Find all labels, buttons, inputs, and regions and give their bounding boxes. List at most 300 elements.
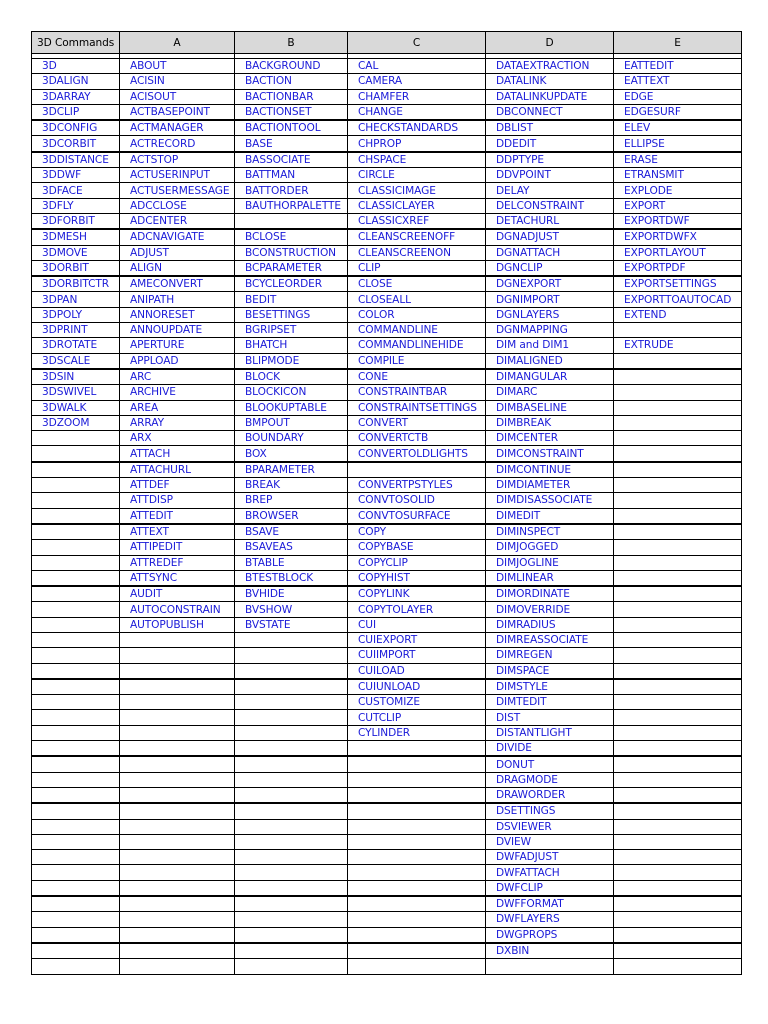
column-header-a: A [120,32,235,54]
column-header-3d-commands: 3D Commands [32,32,120,54]
cell-e [614,493,742,508]
cell-b: BVHIDE [235,586,348,602]
cell-e [614,865,742,880]
table-row [32,136,742,152]
table-body [32,54,742,975]
cell-d: DIMREASSOCIATE [486,632,614,647]
cell-c: CHAMFER [348,89,486,104]
cell-b [235,741,348,757]
cell-e [614,446,742,462]
cell-3d-commands [32,695,120,710]
cell-a: ANIPATH [120,292,235,307]
column-header-b: B [235,32,348,54]
cell-b: BTESTBLOCK [235,570,348,586]
cell-e [614,741,742,757]
cell-a [120,834,235,849]
cell-3d-commands [32,710,120,725]
cell-d [486,959,614,974]
cell-e [614,710,742,725]
cell-b [235,756,348,772]
cell-e: EDGE [614,89,742,104]
cell-3d-commands [32,431,120,446]
cell-b: BCYCLEORDER [235,276,348,292]
cell-d: DRAWORDER [486,787,614,803]
cell-3d-commands [32,943,120,959]
table-row [32,198,742,213]
cell-3d-commands [32,912,120,927]
cell-b: BTABLE [235,555,348,570]
table-row [32,695,742,710]
cell-a: APERTURE [120,338,235,353]
table-row [32,508,742,524]
cell-a: ALIGN [120,260,235,276]
cell-b [235,834,348,849]
cell-c: CHANGE [348,104,486,120]
cell-3d-commands [32,648,120,663]
cell-e [614,586,742,602]
cell-b: BACTIONSET [235,104,348,120]
cell-d: DIMRADIUS [486,617,614,632]
cell-e [614,323,742,338]
table-row [32,353,742,369]
cell-a [120,850,235,865]
cell-3d-commands: 3DSCALE [32,353,120,369]
column-header-c: C [348,32,486,54]
cell-d: DGNMAPPING [486,323,614,338]
cell-c: COMMANDLINEHIDE [348,338,486,353]
cell-c: CUIIMPORT [348,648,486,663]
cell-d: DWFLAYERS [486,912,614,927]
cell-c: CONSTRAINTBAR [348,385,486,400]
cell-d: DIMANGULAR [486,369,614,385]
table-row [32,323,742,338]
cell-e [614,617,742,632]
cell-b: BLIPMODE [235,353,348,369]
cell-c: CLASSICLAYER [348,198,486,213]
cell-b: BACTIONBAR [235,89,348,104]
cell-a: ACTUSERINPUT [120,168,235,183]
cell-c [348,865,486,880]
cell-e [614,602,742,617]
cell-c: CLEANSCREENOFF [348,229,486,245]
cell-c [348,943,486,959]
cell-d: DIMARC [486,385,614,400]
cell-d: DBCONNECT [486,104,614,120]
cell-3d-commands [32,741,120,757]
cell-e [614,555,742,570]
cell-d: DIM and DIM1 [486,338,614,353]
cell-3d-commands [32,756,120,772]
cell-d: DIMLINEAR [486,570,614,586]
cell-e: EXTEND [614,307,742,322]
cell-c [348,741,486,757]
cell-3d-commands [32,524,120,540]
cell-d: DDEDIT [486,136,614,152]
cell-3d-commands [32,927,120,943]
table-row [32,850,742,865]
cell-c [348,896,486,912]
cell-3d-commands [32,834,120,849]
cell-3d-commands [32,555,120,570]
cell-e [614,725,742,740]
cell-c [348,912,486,927]
cell-c: CYLINDER [348,725,486,740]
cell-d: DGNCLIP [486,260,614,276]
cell-d: DIMSTYLE [486,679,614,695]
cell-e [614,959,742,974]
cell-b: BASE [235,136,348,152]
cell-3d-commands [32,663,120,679]
table-row [32,632,742,647]
cell-c [348,756,486,772]
cell-b: BGRIPSET [235,323,348,338]
cell-b [235,943,348,959]
cell-d: DATAEXTRACTION [486,59,614,74]
cell-c [348,927,486,943]
cell-b [235,213,348,229]
table-row [32,307,742,322]
table-row [32,338,742,353]
cell-c: CUTCLIP [348,710,486,725]
cell-c: CLEANSCREENON [348,245,486,260]
cell-e: ELEV [614,120,742,136]
cell-d: DGNLAYERS [486,307,614,322]
cell-b: BVSHOW [235,602,348,617]
cell-b [235,725,348,740]
cell-e [614,369,742,385]
cell-3d-commands: 3DCONFIG [32,120,120,136]
cell-a [120,679,235,695]
table-row [32,555,742,570]
cell-3d-commands: 3DZOOM [32,415,120,430]
cell-a: ATTIPEDIT [120,540,235,555]
cell-a: ATTEXT [120,524,235,540]
cell-c: CONVTOSURFACE [348,508,486,524]
table-row [32,648,742,663]
cell-a: ACTMANAGER [120,120,235,136]
cell-b: BACKGROUND [235,59,348,74]
cell-b [235,850,348,865]
cell-b: BLOCKICON [235,385,348,400]
cell-a: ARC [120,369,235,385]
table-row [32,865,742,880]
table-row [32,602,742,617]
cell-e [614,540,742,555]
cell-a: AMECONVERT [120,276,235,292]
cell-a [120,663,235,679]
cell-a: AUTOCONSTRAIN [120,602,235,617]
cell-e [614,570,742,586]
cell-d: DIVIDE [486,741,614,757]
table-row [32,415,742,430]
table-row [32,74,742,89]
table-row [32,369,742,385]
cell-d: DIMDISASSOCIATE [486,493,614,508]
cell-a [120,803,235,819]
cell-a: ACISIN [120,74,235,89]
table-row [32,292,742,307]
cell-d: DIMSPACE [486,663,614,679]
cell-c: CUI [348,617,486,632]
cell-d: DELCONSTRAINT [486,198,614,213]
cell-a [120,959,235,974]
cell-d: DIMDIAMETER [486,478,614,493]
cell-e: EXPORT [614,198,742,213]
cell-3d-commands: 3DARRAY [32,89,120,104]
cell-c: COPYBASE [348,540,486,555]
cell-b: BREP [235,493,348,508]
cell-d: DDPTYPE [486,152,614,168]
cell-3d-commands: 3DPRINT [32,323,120,338]
cell-e [614,679,742,695]
cell-c [348,772,486,787]
cell-d: DETACHURL [486,213,614,229]
table-row [32,431,742,446]
table-row [32,260,742,276]
cell-3d-commands: 3DPOLY [32,307,120,322]
cell-e: EDGESURF [614,104,742,120]
cell-3d-commands: 3DFACE [32,183,120,198]
cell-e [614,787,742,803]
cell-c: CUILOAD [348,663,486,679]
cell-c: COPYHIST [348,570,486,586]
cell-c: CONVERTOLDLIGHTS [348,446,486,462]
cell-d: DONUT [486,756,614,772]
cell-a: AREA [120,400,235,415]
cell-d: DIMCONSTRAINT [486,446,614,462]
cell-a: ARX [120,431,235,446]
cell-3d-commands: 3DMOVE [32,245,120,260]
cell-e [614,834,742,849]
cell-b: BATTMAN [235,168,348,183]
table-row [32,959,742,974]
cell-b [235,663,348,679]
cell-3d-commands [32,896,120,912]
cell-d: DATALINKUPDATE [486,89,614,104]
cell-d: DWFFORMAT [486,896,614,912]
cell-b [235,896,348,912]
cell-b: BCONSTRUCTION [235,245,348,260]
cell-a: ATTREDEF [120,555,235,570]
cell-d: DGNATTACH [486,245,614,260]
cell-a [120,695,235,710]
cell-3d-commands: 3DWALK [32,400,120,415]
cell-d: DGNEXPORT [486,276,614,292]
cell-a: AUDIT [120,586,235,602]
cell-b: BVSTATE [235,617,348,632]
cell-a: ARRAY [120,415,235,430]
cell-3d-commands: 3DMESH [32,229,120,245]
cell-d: DGNADJUST [486,229,614,245]
cell-c: CIRCLE [348,168,486,183]
cell-b: BACTIONTOOL [235,120,348,136]
cell-d: DWFADJUST [486,850,614,865]
cell-a: ABOUT [120,59,235,74]
cell-a [120,632,235,647]
cell-e [614,648,742,663]
cell-e: EXPORTTOAUTOCAD [614,292,742,307]
cell-d: DSVIEWER [486,819,614,834]
cell-b [235,679,348,695]
cell-3d-commands: 3DFORBIT [32,213,120,229]
header-row [32,32,742,54]
cell-b: BASSOCIATE [235,152,348,168]
cell-d: DSETTINGS [486,803,614,819]
cell-c [348,787,486,803]
cell-3d-commands [32,803,120,819]
cell-a: ACTRECORD [120,136,235,152]
cell-b: BCPARAMETER [235,260,348,276]
cell-e: EXTRUDE [614,338,742,353]
table-row [32,59,742,74]
cell-c: COPYCLIP [348,555,486,570]
cell-3d-commands [32,819,120,834]
cell-3d-commands: 3DROTATE [32,338,120,353]
cell-a [120,912,235,927]
cell-a [120,741,235,757]
cell-e [614,632,742,647]
cell-d: DIST [486,710,614,725]
cell-3d-commands [32,586,120,602]
cell-c: CUSTOMIZE [348,695,486,710]
table-row [32,89,742,104]
cell-c: CUIUNLOAD [348,679,486,695]
cell-c: CONE [348,369,486,385]
cell-3d-commands [32,959,120,974]
cell-3d-commands [32,725,120,740]
table-row [32,493,742,508]
cell-d: DXBIN [486,943,614,959]
cell-c: CHECKSTANDARDS [348,120,486,136]
table-row [32,912,742,927]
cell-c: CAL [348,59,486,74]
cell-c [348,850,486,865]
cell-c: CONSTRAINTSETTINGS [348,400,486,415]
cell-d: DIMOVERRIDE [486,602,614,617]
cell-c: CLOSEALL [348,292,486,307]
table-row [32,943,742,959]
cell-e [614,880,742,896]
table-row [32,819,742,834]
cell-e [614,508,742,524]
table-row [32,756,742,772]
table-row [32,478,742,493]
table-row [32,803,742,819]
cell-a: ATTACHURL [120,462,235,478]
cell-c: CAMERA [348,74,486,89]
table-row [32,679,742,695]
table-row [32,462,742,478]
cell-a: ANNOUPDATE [120,323,235,338]
cell-3d-commands: 3DPAN [32,292,120,307]
cell-e [614,400,742,415]
cell-b: BSAVEAS [235,540,348,555]
cell-b: BEDIT [235,292,348,307]
cell-a [120,710,235,725]
cell-b: BPARAMETER [235,462,348,478]
cell-a [120,865,235,880]
cell-3d-commands [32,787,120,803]
table-row [32,710,742,725]
cell-d: DIMBREAK [486,415,614,430]
cell-3d-commands: 3DORBITCTR [32,276,120,292]
cell-b [235,648,348,663]
cell-a: ACTUSERMESSAGE [120,183,235,198]
cell-a: ARCHIVE [120,385,235,400]
cell-a: ANNORESET [120,307,235,322]
table-row [32,741,742,757]
cell-b: BOUNDARY [235,431,348,446]
cell-c: COPYTOLAYER [348,602,486,617]
cell-b [235,803,348,819]
cell-3d-commands [32,570,120,586]
cell-c: CONVERTPSTYLES [348,478,486,493]
cell-d: DRAGMODE [486,772,614,787]
cell-d: DWFCLIP [486,880,614,896]
table-row [32,446,742,462]
cell-a [120,927,235,943]
cell-a: ADJUST [120,245,235,260]
cell-3d-commands: 3D [32,59,120,74]
cell-a: ATTEDIT [120,508,235,524]
cell-3d-commands [32,617,120,632]
cell-a: ACTBASEPOINT [120,104,235,120]
cell-b [235,819,348,834]
cell-3d-commands [32,478,120,493]
cell-c: CLOSE [348,276,486,292]
cell-c [348,880,486,896]
cell-a: ATTSYNC [120,570,235,586]
cell-a: ADCNAVIGATE [120,229,235,245]
cell-d: DATALINK [486,74,614,89]
cell-e [614,353,742,369]
cell-3d-commands: 3DFLY [32,198,120,213]
cell-c: COLOR [348,307,486,322]
cell-a: ACTSTOP [120,152,235,168]
cell-c: CONVERTCTB [348,431,486,446]
cell-a [120,787,235,803]
cell-a [120,880,235,896]
cell-b [235,959,348,974]
table-row [32,524,742,540]
cell-e: EXPORTSETTINGS [614,276,742,292]
cell-d: DIMCENTER [486,431,614,446]
cell-d: DIMORDINATE [486,586,614,602]
cell-e [614,462,742,478]
cell-d: DIMALIGNED [486,353,614,369]
cell-b [235,695,348,710]
cell-3d-commands [32,493,120,508]
cell-d: DELAY [486,183,614,198]
cell-3d-commands: 3DSIN [32,369,120,385]
cell-d: DISTANTLIGHT [486,725,614,740]
cell-e: EXPORTLAYOUT [614,245,742,260]
cell-b: BLOOKUPTABLE [235,400,348,415]
cell-e [614,803,742,819]
cell-e [614,912,742,927]
cell-e [614,943,742,959]
cell-e [614,850,742,865]
cell-e: ERASE [614,152,742,168]
cell-c [348,819,486,834]
cell-3d-commands [32,679,120,695]
cell-a: ATTDISP [120,493,235,508]
cell-c [348,834,486,849]
cell-d: DIMEDIT [486,508,614,524]
cell-b: BREAK [235,478,348,493]
cell-d: DWFATTACH [486,865,614,880]
cell-3d-commands: 3DORBIT [32,260,120,276]
